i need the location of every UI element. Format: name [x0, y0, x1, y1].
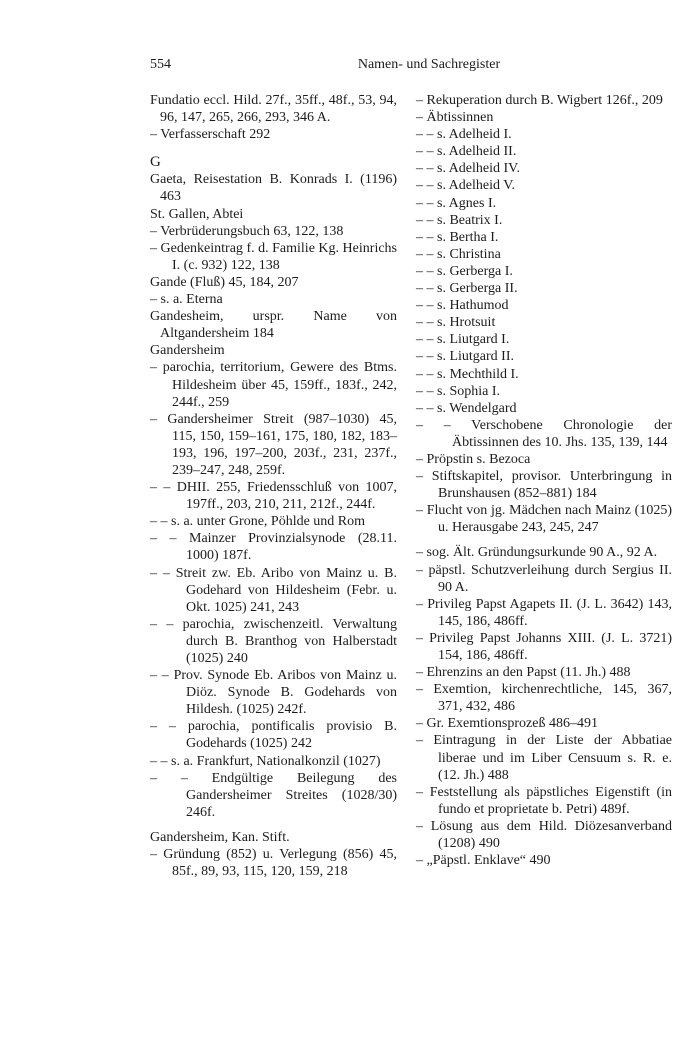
index-entry: Gandesheim, urspr. Name von Altgandersheim 184: [150, 309, 397, 342]
index-subentry: – Stiftskapitel, provisor. Unterbringung in Brunshausen (852–881) 184: [416, 469, 672, 502]
index-subentry: – – s. Gerberga I.: [416, 263, 513, 279]
index-subentry: – – s. Beatrix I.: [416, 212, 503, 228]
index-subentry: – – Prov. Synode Eb. Aribos von Mainz u. Diöz. Synode B. Godehards von Hildesh. (1025) 242f.: [150, 668, 397, 718]
index-subentry: – – s. a. Frankfurt, Nationalkonzil (1027): [150, 753, 381, 769]
index-subentry: – Ehrenzins an den Papst (11. Jh.) 488: [416, 665, 631, 681]
index-subentry: – Gr. Exemtionsprozeß 486–491: [416, 716, 598, 732]
index-subentry: – – s. Gerberga II.: [416, 281, 518, 297]
index-subentry: – – s. Christina: [416, 246, 501, 262]
index-subentry: – Verbrüderungsbuch 63, 122, 138: [150, 223, 344, 239]
index-subentry: – – Streit zw. Eb. Aribo von Mainz u. B. Godehard von Hildesheim (Febr. u. Okt. 1025) 241, 243: [150, 565, 397, 615]
index-subentry: – Exemtion, kirchenrechtliche, 145, 367, 371, 432, 486: [416, 682, 672, 715]
index-subentry: – Gandersheimer Streit (987–1030) 45, 115, 150, 159–161, 175, 180, 182, 183–193, 196, 197–200, 203f., 231, 237f., 239–247, 248, 259f.: [150, 411, 397, 478]
index-entry: Fundatio eccl. Hild. 27f., 35ff., 48f., 53, 94, 96, 147, 265, 266, 293, 346 A.: [150, 93, 397, 126]
index-subentry: – – s. Adelheid I.: [416, 127, 512, 143]
running-title: Namen- und Sachregister: [357, 57, 501, 72]
index-subentry: – – s. Mechthild I.: [416, 366, 519, 382]
index-subentry: – – s. Adelheid II.: [416, 144, 517, 160]
index-subentry: – Verfasserschaft 292: [150, 127, 271, 143]
index-subentry: – – parochia, pontificalis provisio B. Godehards (1025) 242: [150, 719, 397, 752]
index-subentry: – – s. Liutgard I.: [416, 332, 510, 348]
index-subentry: – – Verschobene Chronologie der Äbtissinnen des 10. Jhs. 135, 139, 144: [416, 417, 672, 450]
index-subentry: – – s. Wendelgard: [416, 400, 517, 416]
index-subentry: – – s. Adelheid IV.: [416, 161, 520, 177]
index-subentry: – Eintragung in der Liste der Abbatiae liberae und im Liber Censuum s. R. e. (12. Jh.) 488: [416, 733, 672, 783]
index-section-letter: G: [150, 154, 161, 171]
index-subentry: – „Päpstl. Enklave“ 490: [416, 853, 551, 869]
index-subentry: – Pröpstin s. Bezoca: [416, 451, 531, 467]
index-subentry: – – s. a. unter Grone, Pöhlde und Rom: [150, 514, 366, 530]
index-subentry: – Privileg Papst Johanns XIII. (J. L. 3721) 154, 186, 486ff.: [416, 630, 672, 663]
index-subentry: – päpstl. Schutzverleihung durch Sergius II. 90 A.: [416, 562, 672, 595]
index-entry: St. Gallen, Abtei: [150, 206, 244, 222]
index-subentry: – Lösung aus dem Hild. Diözesanverband (1208) 490: [416, 818, 672, 852]
page-number: 554: [150, 57, 171, 72]
index-subentry: – – Mainzer Provinzialsynode (28.11. 1000) 187f.: [150, 531, 397, 564]
index-column-left: [150, 92, 397, 880]
index-subentry: – – s. Sophia I.: [416, 383, 500, 399]
index-subentry: – – s. Bertha I.: [416, 229, 499, 245]
index-subentry: – – Endgültige Beilegung des Gandersheimer Streites (1028/30) 246f.: [150, 770, 397, 820]
index-subentry: – – s. Adelheid V.: [416, 178, 516, 194]
index-subentry: – – s. Hathumod: [416, 298, 509, 314]
index-subentry: – – s. Agnes I.: [416, 195, 497, 211]
index-subentry: – – s. Liutgard II.: [416, 349, 514, 365]
index-column-right: [416, 92, 672, 869]
index-subentry: – Gedenkeintrag f. d. Familie Kg. Heinrichs I. (c. 932) 122, 138: [150, 240, 397, 273]
index-entry: Gandersheim, Kan. Stift.: [150, 829, 290, 845]
index-subentry: – – parochia, zwischenzeitl. Verwaltung durch B. Branthog von Halberstadt (1025) 240: [150, 616, 397, 666]
page-header: [150, 57, 670, 79]
index-subentry: – Gründung (852) u. Verlegung (856) 45, 85f., 89, 93, 115, 120, 159, 218: [150, 847, 397, 880]
index-subentry: – parochia, territorium, Gewere des Btms. Hildesheim über 45, 159ff., 183f., 242, 244f., 259: [150, 360, 397, 410]
index-subentry: – Rekuperation durch B. Wigbert 126f., 209: [416, 93, 663, 108]
index-subentry: – Äbtissinnen: [416, 110, 494, 126]
index-subentry: – – s. Hrotsuit: [416, 315, 496, 331]
index-subentry: – Privileg Papst Agapets II. (J. L. 3642) 143, 145, 186, 486ff.: [416, 596, 672, 629]
index-entry: Gandersheim: [150, 343, 225, 359]
index-subentry: – s. a. Eterna: [150, 292, 223, 308]
index-subentry: – Feststellung als päpstliches Eigenstift (in fundo et proprietate b. Petri) 489f.: [416, 784, 672, 817]
index-subentry: – Flucht von jg. Mädchen nach Mainz (1025) u. Herausgabe 243, 245, 247: [416, 503, 672, 536]
index-entry: Gaeta, Reisestation B. Konrads I. (1196) 463: [150, 172, 397, 205]
index-entry: Gande (Fluß) 45, 184, 207: [150, 274, 299, 290]
index-subentry: – – DHII. 255, Friedensschluß von 1007, 197ff., 203, 210, 211, 212f., 244f.: [150, 480, 397, 513]
index-subentry: – sog. Ält. Gründungsurkunde 90 A., 92 A.: [416, 545, 658, 561]
